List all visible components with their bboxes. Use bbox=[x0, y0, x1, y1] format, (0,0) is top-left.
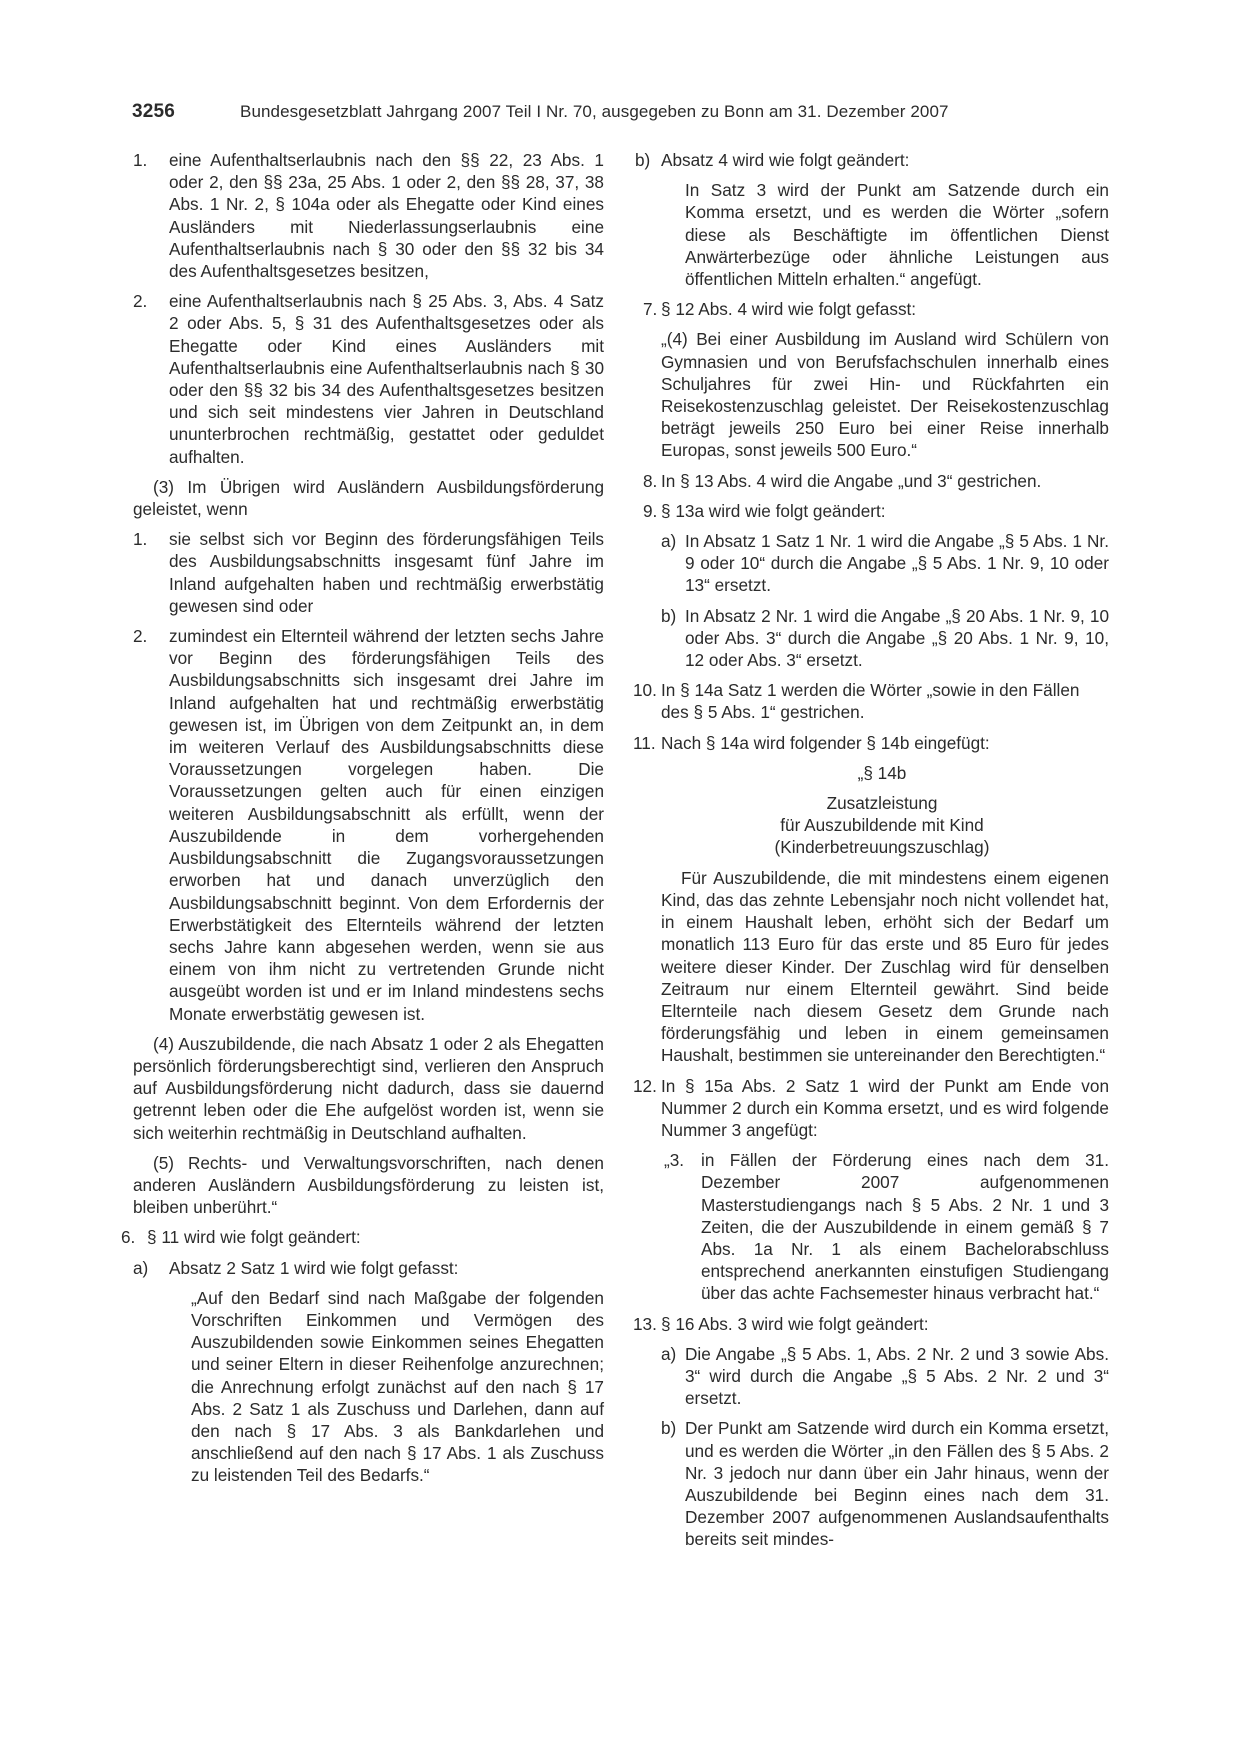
item-text: § 13a wird wie folgt geändert: bbox=[661, 500, 886, 521]
item-text: eine Aufenthaltserlaubnis nach § 25 Abs. 3, Abs. 4 Satz 2 oder Abs. 5, § 31 des Aufenthaltsgesetzes oder als Ehegatte oder Kind eines Ausländers mit Aufenthaltserlaubnis eine Aufenthaltserlaubnis nach § 30 oder den §§ 32 bis 34 des Aufenthaltsgesetzes besitzen und sich seit mindestens vier Jahren in Deutschland ununterbrochen rechtmäßig, gestattet oder geduldet aufhalten. bbox=[169, 291, 604, 467]
item-text: In § 14a Satz 1 werden die Wörter „sowie in den Fällen des § 5 Abs. 1“ gestrichen. bbox=[661, 680, 1080, 723]
quoted-text: in Fällen der Förderung eines nach dem 31. Dezember 2007 aufgenommenen Masterstudiengangs nach § 5 Abs. 2 Nr. 1 und 3 Zeiten, die der Auszubildende in einem gemäß § 7 Abs. 1a Nr. 1 als einem Bachelorabschluss entsprechend anerkannten einstufigen Studiengang über das achte Fachsemester hinaus verbracht hat.“ bbox=[701, 1150, 1109, 1304]
section-body: Für Auszubildende, die mit mindestens einem eigenen Kind, das das zehnte Lebensjahr noch nicht vollendet hat, in einem Haushalt leben, erhöht sich der Bedarf um monatlich 113 Euro für das erste und 85 Euro für jedes weitere dieser Kinder. Der Zuschlag wird für denselben Zeitraum nur einem Elternteil gewährt. Sind beide Elternteile nach diesem Gesetz dem Grunde nach förderungsfähig und leben in einem gemeinsamen Haushalt, bestimmen sie untereinander den Berechtigten.“ bbox=[661, 867, 1109, 1066]
item-number: 9. bbox=[643, 500, 658, 521]
list-item bbox=[635, 149, 1109, 171]
item-number: b) bbox=[661, 1418, 677, 1439]
item-text: Absatz 2 Satz 1 wird wie folgt gefasst: bbox=[169, 1257, 459, 1278]
item-text: § 11 wird wie folgt geändert: bbox=[147, 1227, 361, 1248]
item-number: 11. bbox=[633, 732, 656, 753]
page-header bbox=[132, 101, 1112, 127]
list-item bbox=[133, 625, 604, 1025]
list-item bbox=[121, 1226, 604, 1248]
list-item bbox=[635, 1313, 1109, 1335]
list-item bbox=[635, 470, 1109, 492]
item-text: zumindest ein Elternteil während der letzten sechs Jahre vor Beginn des förderungsfähigen Teils des Ausbildungsabschnitts sich insgesamt drei Jahre im Inland aufgehalten hat und rechtmäßig erwerbstätig gewesen ist, im Übrigen von dem Zeitpunkt an, in dem im weiteren Verlauf des Ausbildungsabschnitts diese Voraussetzungen vorgelegen haben. Die Voraussetzungen gelten auch für einen einzigen weiteren Ausbildungsabschnitt als erfüllt, wenn der Auszubildende in dem vorhergehenden Ausbildungsabschnitt die Zugangsvoraussetzungen erworben hat und danach unverzüglich den Ausbildungsabschnitt beginnt. Von dem Erfordernis der Erwerbstätigkeit des Elternteils während der letzten sechs Jahre kann abgesehen werden, wenn sie aus einem von ihm nicht zu vertretenden Grunde nicht ausgeübt worden ist und er im Inland mindestens sechs Monate erwerbstätig gewesen ist. bbox=[169, 626, 604, 1024]
item-text: § 12 Abs. 4 wird wie folgt gefasst: bbox=[661, 299, 917, 320]
item-number: 7. bbox=[643, 299, 658, 320]
list-item bbox=[635, 605, 1109, 672]
paragraph: (4) Auszubildende, die nach Absatz 1 oder 2 als Ehegatten persönlich förderungsberechtigt sind, verlieren den Anspruch auf Ausbildungsförderung nicht dadurch, dass sie dauernd getrennt leben oder die Ehe aufgelöst worden ist, wenn sie sich weiterhin rechtmäßig in Deutschland aufhalten. bbox=[133, 1033, 604, 1143]
item-text: Absatz 4 wird wie folgt geändert: bbox=[661, 150, 910, 170]
item-number: b) bbox=[635, 150, 651, 170]
list-item bbox=[133, 149, 604, 282]
section-heading-line: für Auszubildende mit Kind bbox=[780, 815, 984, 836]
item-number: 12. bbox=[633, 1075, 657, 1096]
item-number: 1. bbox=[133, 150, 148, 170]
item-number: 2. bbox=[133, 626, 148, 647]
item-text: § 16 Abs. 3 wird wie folgt geändert: bbox=[661, 1313, 929, 1334]
quoted-text: „Auf den Bedarf sind nach Maßgabe der folgenden Vorschriften Einkommen und Vermögen des Auszubildenden sowie Einkommen seines Ehegatten und seiner Eltern in dieser Reihenfolge anzurechnen; die Anrechnung erfolgt zunächst auf den nach § 17 Abs. 2 Satz 1 als Zuschuss und Darlehen, dann auf den nach § 17 Abs. 3 als Bankdarlehen und anschließend auf den nach § 17 Abs. 1 als Zuschuss zu leistenden Teil des Bedarfs.“ bbox=[191, 1287, 604, 1486]
list-item bbox=[635, 679, 1109, 723]
item-text: Die Angabe „§ 5 Abs. 1, Abs. 2 Nr. 2 und 3 sowie Abs. 3“ wird durch die Angabe „§ 5 Abs. 2 Nr. 2 und 3“ ersetzt. bbox=[685, 1343, 1109, 1409]
paragraph: (3) Im Übrigen wird Ausländern Ausbildungsförderung geleistet, wenn bbox=[133, 476, 604, 520]
section-heading bbox=[635, 792, 1109, 859]
list-item bbox=[133, 1257, 604, 1279]
left-column bbox=[121, 149, 604, 1495]
item-number: 6. bbox=[121, 1227, 136, 1248]
quoted-item bbox=[635, 1149, 1109, 1304]
item-text: In § 13 Abs. 4 wird die Angabe „und 3“ gestrichen. bbox=[661, 470, 1042, 491]
item-number: a) bbox=[133, 1257, 149, 1278]
item-number: 2. bbox=[133, 291, 148, 312]
section-number: „§ 14b bbox=[857, 762, 907, 783]
item-text: In § 15a Abs. 2 Satz 1 wird der Punkt am Ende von Nummer 2 durch ein Komma ersetzt, und es wird folgende Nummer 3 angefügt: bbox=[661, 1075, 1109, 1140]
item-number: „3. bbox=[664, 1150, 685, 1171]
item-number: 10. bbox=[633, 680, 657, 701]
quoted-text: „(4) Bei einer Ausbildung im Ausland wird Schülern von Gymnasien und von Berufsfachschulen innerhalb eines Schuljahres für zwei Hin- und Rückfahrten ein Reisekostenzuschlag geleistet. Der Reisekostenzuschlag beträgt jeweils 250 Euro bei einer Reise innerhalb Europas, sonst jeweils 500 Euro.“ bbox=[661, 329, 1109, 461]
item-number: 1. bbox=[133, 529, 148, 550]
item-text: sie selbst sich vor Beginn des förderungsfähigen Teils des Ausbildungsabschnitts insgesamt fünf Jahre im Inland aufgehalten haben und rechtmäßig erwerbstätig gewesen sind oder bbox=[169, 529, 604, 616]
list-item bbox=[635, 1417, 1109, 1550]
list-item bbox=[635, 500, 1109, 522]
gazette-title: Bundesgesetzblatt Jahrgang 2007 Teil I Nr. 70, ausgegeben zu Bonn am 31. Dezember 2007 bbox=[240, 102, 949, 121]
list-item bbox=[635, 298, 1109, 320]
list-item bbox=[635, 1343, 1109, 1410]
right-column bbox=[635, 149, 1109, 1559]
item-text: Nach § 14a wird folgender § 14b eingefügt: bbox=[661, 732, 990, 753]
item-text: eine Aufenthaltserlaubnis nach den §§ 22, 23 Abs. 1 oder 2, den §§ 23a, 25 Abs. 1 oder 2, den §§ 28, 37, 38 Abs. 1 Nr. 2, § 104a oder als Ehegatte oder Kind eines Ausländers mit Niederlassungserlaubnis eine Aufenthaltserlaubnis nach § 30 oder den §§ 32 bis 34 des Aufenthaltsgesetzes besitzen, bbox=[169, 150, 604, 282]
list-item bbox=[133, 290, 604, 468]
section-heading-line: (Kinderbetreuungszuschlag) bbox=[774, 837, 990, 858]
item-text: Der Punkt am Satzende wird durch ein Komma ersetzt, und es werden die Wörter „in den Fällen des § 5 Abs. 2 Nr. 3 jedoch nur dann über ein Jahr hinaus, wenn der Auszubildende bei Beginn eines nach dem 31. Dezember 2007 aufgenommenen Auslandsaufenthalts bereits seit mindes- bbox=[685, 1418, 1109, 1550]
item-number: 13. bbox=[633, 1313, 657, 1334]
item-text: In Absatz 2 Nr. 1 wird die Angabe „§ 20 Abs. 1 Nr. 9, 10 oder Abs. 3“ durch die Angabe „§ 20 Abs. 1 Nr. 9, 10, 12 oder Abs. 3“ ersetzt. bbox=[685, 605, 1109, 671]
paragraph: (5) Rechts- und Verwaltungsvorschriften, nach denen anderen Ausländern Ausbildungsförderung zu leisten ist, bleiben unberührt.“ bbox=[133, 1152, 604, 1218]
page-number: 3256 bbox=[132, 101, 176, 122]
list-item bbox=[635, 1075, 1109, 1142]
list-item bbox=[133, 528, 604, 617]
item-number: 8. bbox=[643, 470, 658, 491]
list-item bbox=[635, 732, 1109, 754]
item-number: a) bbox=[661, 531, 677, 552]
item-text: In Absatz 1 Satz 1 Nr. 1 wird die Angabe „§ 5 Abs. 1 Nr. 9 oder 10“ durch die Angabe „§ 5 Abs. 1 Nr. 9, 10 oder 13“ ersetzt. bbox=[685, 531, 1109, 596]
item-number: a) bbox=[661, 1343, 677, 1364]
paragraph: In Satz 3 wird der Punkt am Satzende durch ein Komma ersetzt, und es werden die Wörter „sofern diese als Beschäftigte im öffentlichen Dienst Anwärterbezüge oder ähnliche Leistungen aus öffentlichen Mitteln erhalten.“ angefügt. bbox=[685, 180, 1109, 290]
list-item bbox=[635, 530, 1109, 597]
section-heading-line: Zusatzleistung bbox=[826, 793, 938, 814]
item-number: b) bbox=[661, 605, 677, 626]
